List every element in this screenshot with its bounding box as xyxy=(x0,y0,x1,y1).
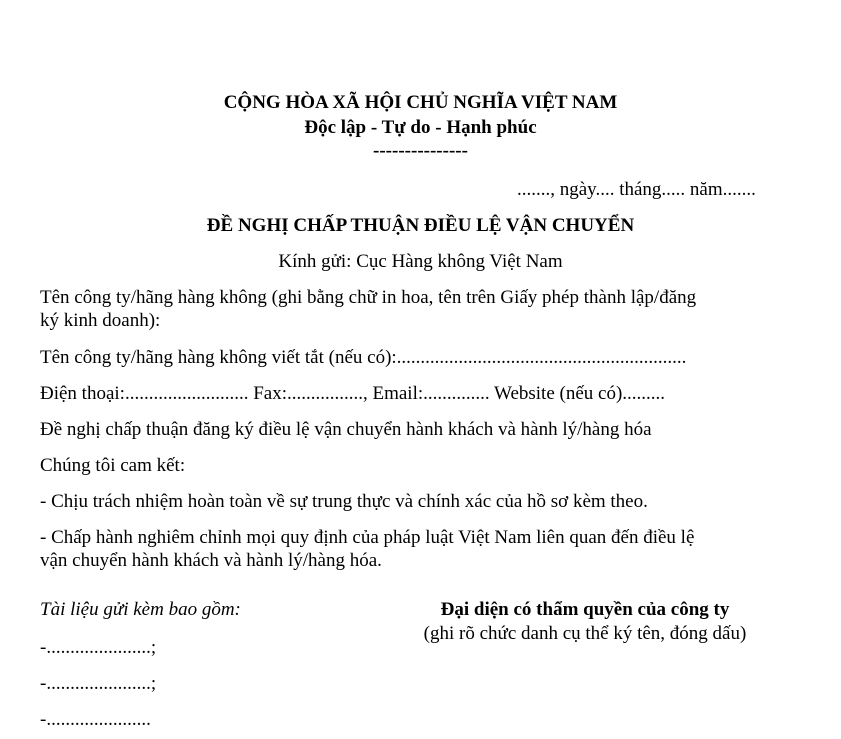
request-text: Đề nghị chấp thuận đăng ký điều lệ vận chuyển hành khách và hành lý/hàng hóa xyxy=(40,419,652,440)
commitment-item-1: - Chịu trách nhiệm hoàn toàn về sự trung thực và chính xác của hồ sơ kèm theo. xyxy=(40,491,648,512)
date-line: ......., ngày.... tháng..... năm....... xyxy=(517,179,756,200)
signature-note: (ghi rõ chức danh cụ thể ký tên, đóng dấu) xyxy=(423,623,747,644)
company-name-line2: ký kinh doanh): xyxy=(40,310,161,331)
signature-title: Đại diện có thẩm quyền của công ty xyxy=(440,599,730,620)
commitment-intro: Chúng tôi cam kết: xyxy=(40,455,186,476)
motto: Độc lập - Tự do - Hạnh phúc xyxy=(304,117,537,138)
addressee: Kính gửi: Cục Hàng không Việt Nam xyxy=(278,251,563,272)
attachment-item: -......................; xyxy=(40,637,157,658)
short-name-field: Tên công ty/hãng hàng không viết tắt (nếu có):............................................................. xyxy=(40,347,687,368)
attachments-label: Tài liệu gửi kèm bao gồm: xyxy=(40,599,241,620)
attachment-item: -......................; xyxy=(40,673,157,694)
commitment-item-2-line2: vận chuyển hành khách và hành lý/hàng hóa. xyxy=(40,550,382,571)
document-title: ĐỀ NGHỊ CHẤP THUẬN ĐIỀU LỆ VẬN CHUYỂN xyxy=(206,215,635,236)
commitment-item-2-line1: - Chấp hành nghiêm chỉnh mọi quy định của pháp luật Việt Nam liên quan đến điều lệ xyxy=(40,527,695,548)
country-name: CỘNG HÒA XÃ HỘI CHỦ NGHĨA VIỆT NAM xyxy=(223,92,618,113)
header-separator: --------------- xyxy=(373,140,468,161)
contact-field: Điện thoại:.......................... Fax:................, Email:.............. Website (nếu có)......... xyxy=(40,383,666,404)
attachment-item: -...................... xyxy=(40,709,151,730)
company-name-line1: Tên công ty/hãng hàng không (ghi bằng chữ in hoa, tên trên Giấy phép thành lập/đăng xyxy=(40,287,697,308)
